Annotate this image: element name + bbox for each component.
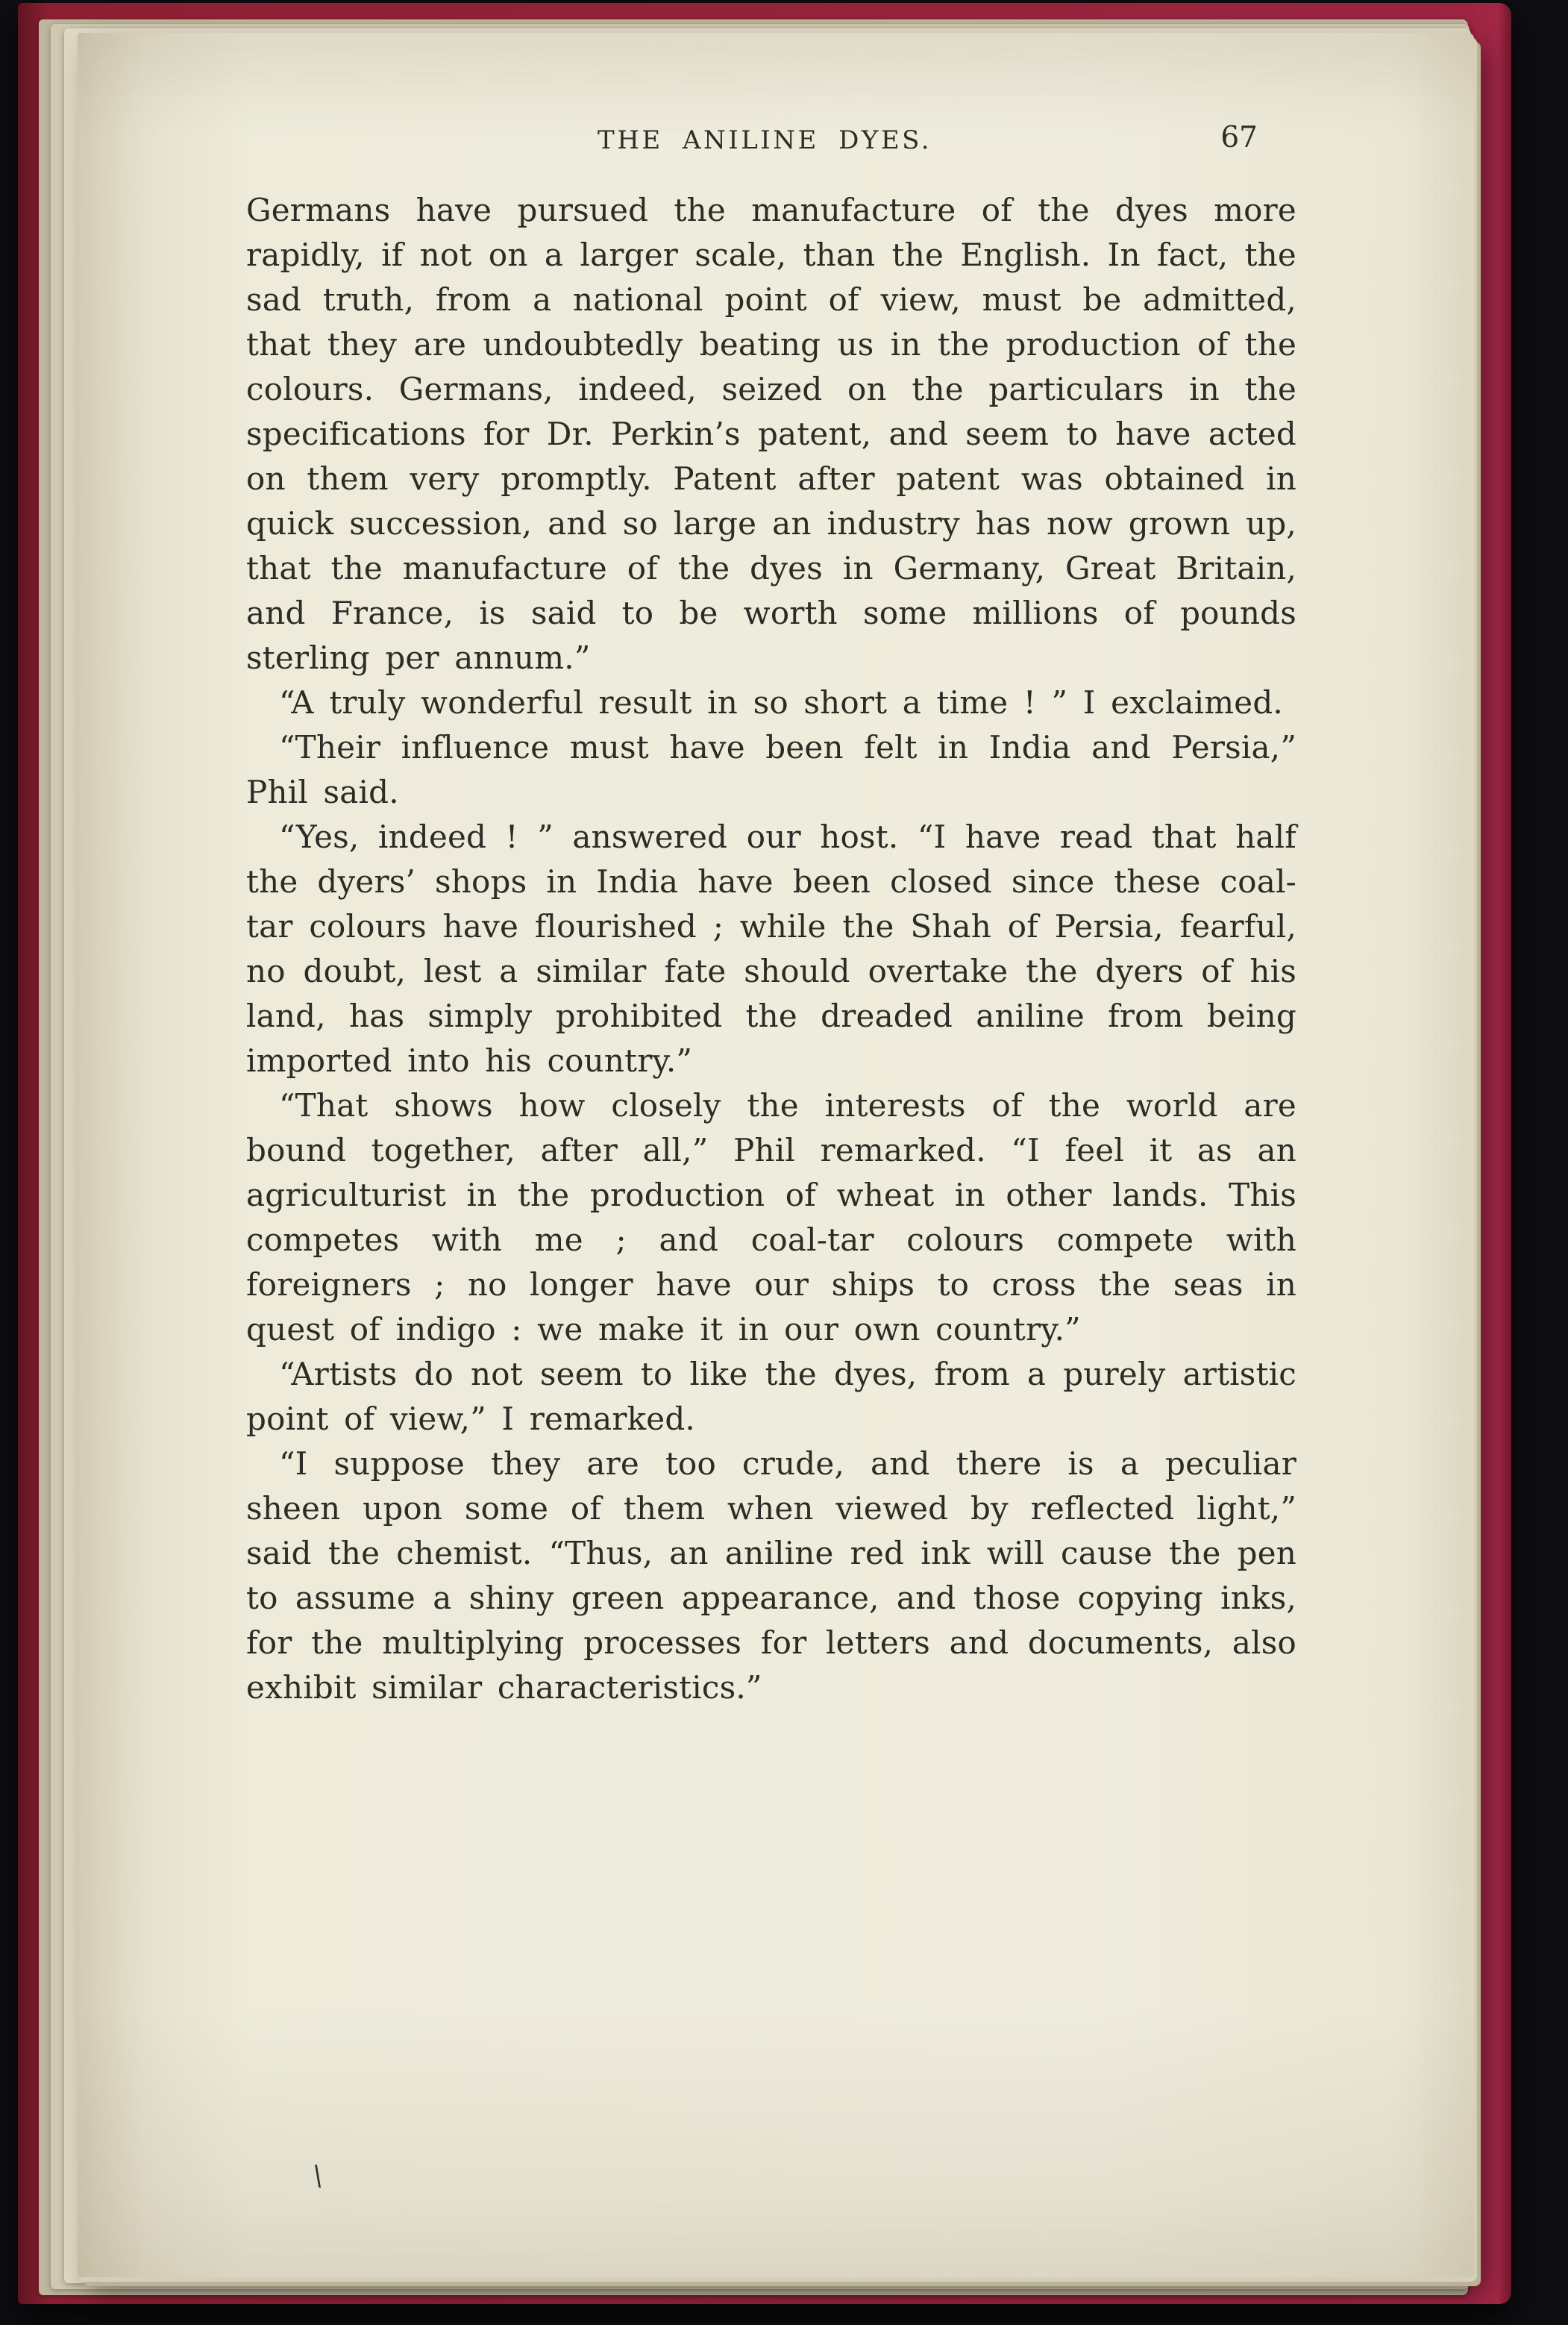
ink-mark: \ [311,2160,324,2192]
page-content [246,119,1296,1710]
paragraph: “Artists do not seem to like the dyes, from a purely artistic point of view,” I remarked. [246,1356,1296,1437]
book-page [78,33,1474,2277]
paragraph: “Their influence must have been felt in India and Persia,” Phil said. [246,729,1296,810]
paragraph: “Yes, indeed ! ” answered our host. “I have read that half the dyers’ shops in India have been closed since these coal-tar colours have flourished ; while the Shah of Persia, fearful, no doubt, lest a similar fate should overtake the dyers of his land, has simply prohibited the dreaded aniline from being imported into his country.” [246,819,1296,1079]
paragraph: Germans have pursued the manufacture of the dyes more rapidly, if not on a larger scale, than the English. In fact, the sad truth, from a national point of view, must be admitted, that they are undoubtedly beating us in the production of the colours. Germans, indeed, seized on the particulars in the specifications for Dr. Perkin’s patent, and seem to have acted on them very promptly. Patent after patent was obtained in quick succession, and so large an industry has now grown up, that the manufacture of the dyes in Germany, Great Britain, and France, is said to be worth some millions of pounds sterling per annum.” [246,192,1296,676]
page-number: 67 [1220,121,1258,154]
running-title: THE ANILINE DYES. [598,125,932,155]
paragraph: “I suppose they are too crude, and there is a peculiar sheen upon some of them when viewed by reflected light,” said the chemist. “Thus, an aniline red ink will cause the pen to assume a shiny green appearance, and those copying inks, for the multiplying processes for letters and documents, also exhibit similar characteristics.” [246,1445,1296,1706]
page-header [246,119,1296,161]
paragraph: “That shows how closely the interests of the world are bound together, after all,” Phil remarked. “I feel it as an agriculturist in the production of wheat in other lands. This competes with me ; and coal-tar colours compete with foreigners ; no longer have our ships to cross the seas in quest of indigo : we make it in our own country.” [246,1087,1296,1348]
paragraph: “A truly wonderful result in so short a time ! ” I exclaimed. [279,684,1283,721]
